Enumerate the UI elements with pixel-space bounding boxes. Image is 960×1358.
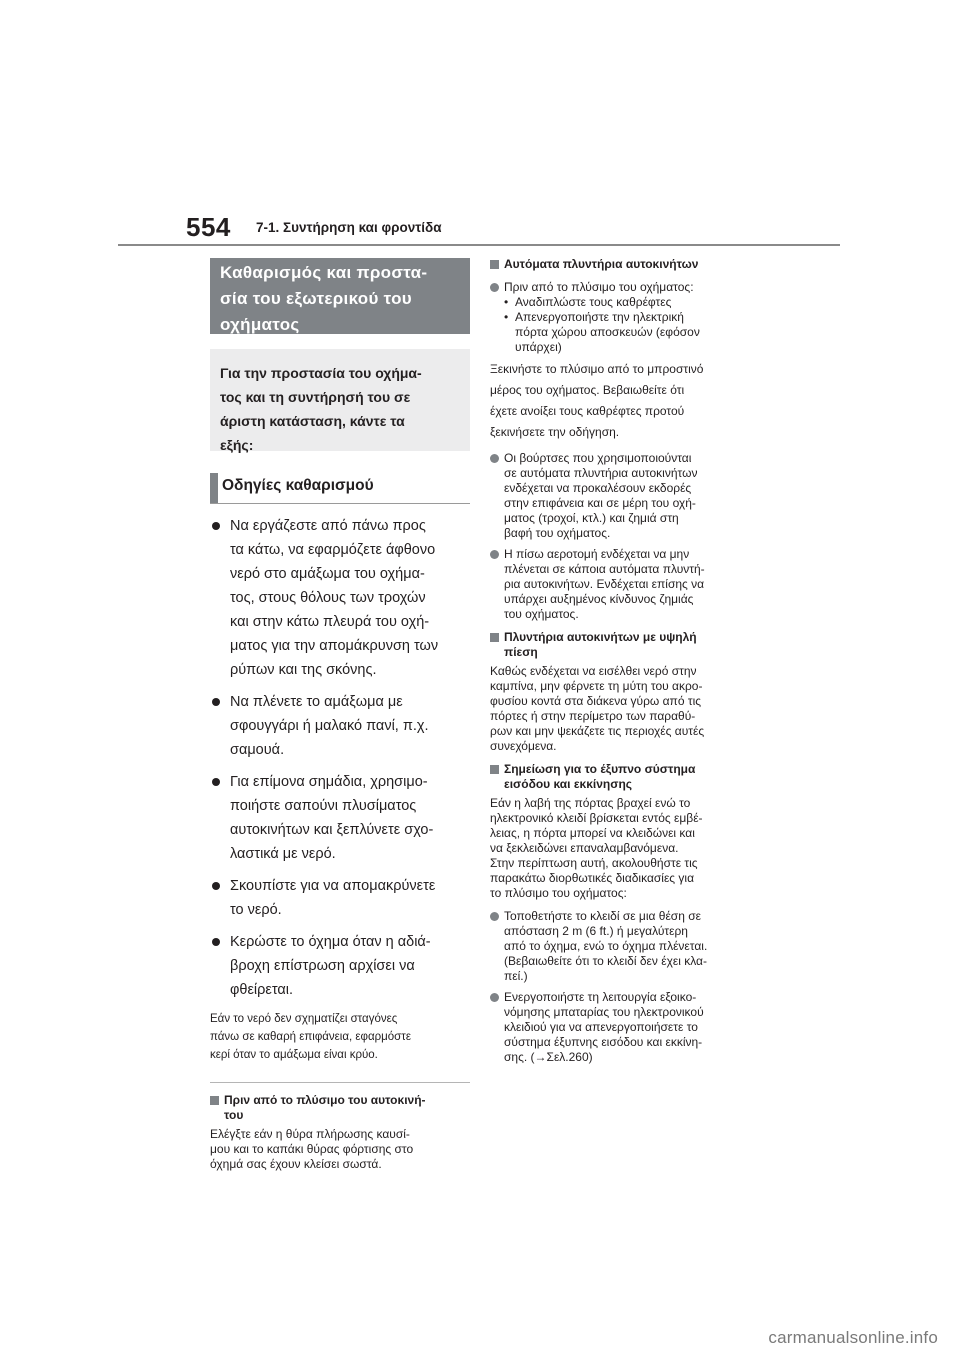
body-line: στην επιφάνεια και σε μέρη του οχή- [504,496,696,510]
body-line: υπάρχει αυξημένος κίνδυνος ζημιάς [504,592,694,606]
body-line: φυσίου κοντά στα διάκενα γύρω από τις [490,694,702,708]
body-line: κλειδιού για να απενεργοποιήσετε το [504,1020,698,1034]
heading-line: Αυτόματα πλυντήρια αυτοκινήτων [504,257,699,271]
body-line: πόρτες ή στην περίμετρο των παραθύ- [490,709,696,723]
body-line: ενδέχεται να προκαλέσουν εκδορές [504,481,692,495]
list-item [490,909,752,984]
page-reference-link[interactable]: σης. (→Σελ.260) [504,1050,593,1064]
body-line: Πριν από το πλύσιμο του οχήματος: [504,280,694,294]
heading-line: Πριν από το πλύσιμο του αυτοκινή- [224,1093,426,1107]
body-line: Τοποθετήστε το κλειδί σε μια θέση σε [504,909,701,923]
list-item [210,930,470,1002]
left-column [210,258,470,1172]
list-item [210,770,470,866]
body-line: από το όχημα, ενώ το όχημα πλένεται. [504,939,708,953]
right-column [490,257,752,1065]
square-bullet-icon [490,633,499,642]
note-line: Εάν το νερό δεν σχηματίζει σταγόνες [210,1013,398,1025]
body-line: Ξεκινήστε το πλύσιμο από το μπροστινό [490,362,704,376]
section-title-line: οχήματος [220,315,300,334]
list-item [490,547,752,622]
section-title-line: Καθαρισμός και προστα- [220,263,428,282]
body-line: του οχήματος. [504,607,579,621]
section-divider [210,1082,470,1093]
intro-line: εξής: [220,437,254,453]
circle-bullet-icon [490,454,499,463]
bullet-icon [212,882,220,890]
circle-bullet-icon [490,912,499,921]
list-item-line: σφουγγάρι ή μαλακό πανί, π.χ. [230,718,429,734]
heading-bar-icon [210,473,218,503]
list-item-line: αυτοκινήτων και ξεπλύνετε σχο- [230,822,434,838]
body-line: πλένεται σε κάποια αυτόματα πλυντή- [504,562,705,576]
intro-line: άριστη κατάσταση, κάντε τα [220,413,405,429]
list-item [490,990,752,1065]
body-line: Η πίσω αεροτομή ενδέχεται να μην [504,547,690,561]
body-line: σε αυτόματα πλυντήρια αυτοκινήτων [504,466,698,480]
list-item-line: σαμουά. [230,742,285,758]
intro-line: τος και τη συντήρησή του σε [220,389,411,405]
section-title-line: σία του εξωτερικού του [220,289,412,308]
bullet-icon [212,522,220,530]
bullet-icon: • [504,295,509,309]
list-item [210,690,470,762]
body-line: Ελέγξτε εάν η θύρα πλήρωσης καυσί- [210,1127,410,1141]
body-line: σύστημα έξυπνης εισόδου και εκκίνη- [504,1035,703,1049]
body-line: Καθώς ενδέχεται να εισέλθει νερό στην [490,664,697,678]
body-line: βαφή του οχήματος. [504,526,611,540]
body-line: όχημά σας έχουν κλείσει σωστά. [210,1157,382,1171]
body-line: ξεκινήσετε την οδήγηση. [490,425,620,439]
body-line: νόμησης μπαταρίας του ηλεκτρονικού [504,1005,704,1019]
note-line: πάνω σε καθαρή επιφάνεια, εφαρμόστε [210,1031,411,1043]
body-line: Στην περίπτωση αυτή, ακολουθήστε τις [490,856,698,870]
list-item-line: Σκουπίστε για να απομακρύνετε [230,878,436,894]
circle-bullet-icon [490,550,499,559]
bullet-icon: • [504,310,509,324]
body-line: (Βεβαιωθείτε ότι το κλειδί δεν έχει κλα- [504,954,707,968]
body-line: Εάν η λαβή της πόρτας βραχεί ενώ το [490,796,691,810]
body-line: Αναδιπλώστε τους καθρέφτες [515,295,672,309]
body-line: ματος (τροχοί, κτλ.) και ζημιά στη [504,511,679,525]
chapter-title: 7-1. Συντήρηση και φροντίδα [256,220,442,235]
subheading-text: Οδηγίες καθαρισμού [222,477,374,494]
bullet-icon [212,938,220,946]
body-line: ρια αυτοκινήτων. Ενδέχεται επίσης να [504,577,705,591]
intro-line: Για την προστασία του οχήμα- [220,365,422,381]
body-line: λειας, η πόρτα μπορεί να κλειδώνει και [490,826,695,840]
wax-note [210,1010,470,1064]
body-line: ηλεκτρονικό κλειδί βρίσκεται εντός εμβέ- [490,811,703,825]
list-item-line: ρύπων και της σκόνης. [230,662,377,678]
sub-list-item [490,295,752,310]
start-wash-text [490,359,752,443]
circle-bullet-icon [490,283,499,292]
square-bullet-icon [490,765,499,774]
list-item-line: και στην κάτω πλευρά του οχή- [230,614,430,630]
auto-wash-heading [490,257,752,272]
watermark: carmanualsonline.info [768,1328,938,1347]
body-line: Απενεργοποιήστε την ηλεκτρική [515,310,684,324]
list-item-line: Να εργάζεστε από πάνω προς [230,518,426,534]
body-line: απόσταση 2 m (6 ft.) ή μεγαλύτερη [504,924,688,938]
bullet-icon [212,778,220,786]
body-line: συνεχόμενα. [490,739,557,753]
list-item-line: τος, στους θόλους των τροχών [230,590,426,606]
body-line: το πλύσιμο του οχήματος: [490,886,627,900]
body-line: Οι βούρτσες που χρησιμοποιούνται [504,451,692,465]
before-wash-heading [210,1093,470,1123]
square-bullet-icon [210,1096,219,1105]
page-number: 554 [186,212,231,242]
list-item-line: βροχη επίστρωση αρχίσει να [230,958,415,974]
heading-line: Πλυντήρια αυτοκινήτων με υψηλή [504,630,697,644]
body-line: υπάρχει) [515,340,562,354]
list-item-line: λαστικά με νερό. [230,846,336,862]
body-line: πεί.) [504,969,528,983]
list-item [210,514,470,682]
body-line: παρακάτω διορθωτικές διαδικασίες για [490,871,695,885]
cleaning-steps-list [210,514,470,1002]
body-line: μου και το καπάκι θύρας φόρτισης στο [210,1142,414,1156]
list-item-line: Κερώστε το όχημα όταν η αδιά- [230,934,431,950]
high-pressure-heading [490,630,752,660]
high-pressure-text [490,664,752,754]
list-item-line: νερό στο αμάξωμα του οχήμα- [230,566,425,582]
list-item [490,280,752,295]
body-line: έχετε ανοίξει τους καθρέφτες προτού [490,404,685,418]
list-item-line: Να πλένετε το αμάξωμα με [230,694,403,710]
list-item-line: ποιήστε σαπούνι πλυσίματος [230,798,417,814]
intro-box [210,349,470,451]
circle-bullet-icon [490,993,499,1002]
body-line: να ξεκλειδώνει επαναλαμβανόμενα. [490,841,679,855]
list-item-line: τα κάτω, να εφαρμόζετε άφθονο [230,542,436,558]
body-line: πόρτα χώρου αποσκευών (εφόσον [515,325,700,339]
body-line: καμπίνα, μην φέρνετε τη μύτη του ακρο- [490,679,703,693]
sub-list-item [490,310,752,355]
list-item [210,874,470,922]
list-item-line: ματος για την απομάκρυνση των [230,638,439,654]
cleaning-instructions-heading [210,473,470,504]
heading-line: πίεση [504,645,538,659]
note-line: κερί όταν το αμάξωμα είναι κρύο. [210,1049,378,1061]
section-title-box [210,258,470,334]
bullet-icon [212,698,220,706]
smart-entry-text [490,796,752,901]
heading-line: Σημείωση για το έξυπνο σύστημα [504,762,696,776]
list-item [490,451,752,541]
body-line: μέρος του οχήματος. Βεβαιωθείτε ότι [490,383,685,397]
list-item-line: Για επίμονα σημάδια, χρησιμο- [230,774,428,790]
smart-entry-heading [490,762,752,792]
list-item-line: φθείρεται. [230,982,294,998]
heading-line: εισόδου και εκκίνησης [504,777,633,791]
header-divider [118,244,840,246]
square-bullet-icon [490,260,499,269]
body-line: ρων και μην ψεκάζετε τις περιοχές αυτές [490,724,705,738]
heading-line: του [224,1108,244,1122]
list-item-line: το νερό. [230,902,282,918]
body-line: Ενεργοποιήστε τη λειτουργία εξοικο- [504,990,697,1004]
before-wash-text [210,1127,470,1172]
